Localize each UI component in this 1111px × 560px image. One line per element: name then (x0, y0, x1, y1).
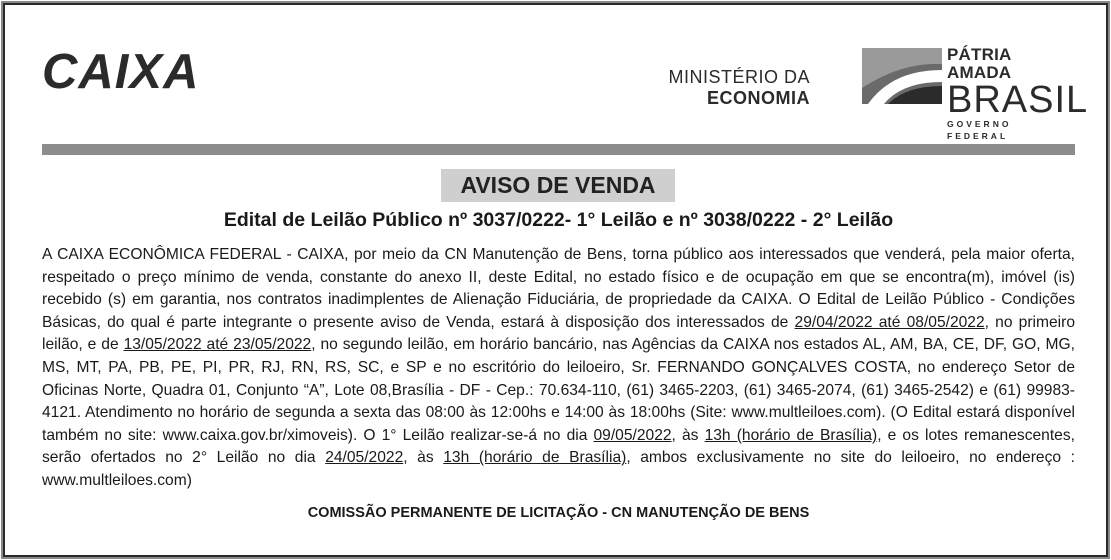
ministerio-line1: MINISTÉRIO DA (668, 67, 810, 87)
governo-federal-flag-icon (862, 48, 942, 104)
second-auction-date: 24/05/2022 (325, 449, 404, 467)
body-text-part7: , ambos exclusivamente no site do leiloeiro, no endereço : www.multleiloes.com) (42, 449, 1075, 489)
caixa-logo: CAIXA (42, 45, 200, 99)
notice-body (42, 244, 1075, 493)
patria-line3: GOVERNO FEDERAL (947, 119, 1012, 141)
body-text-part6: , às (403, 449, 444, 467)
body-text-part4: , às (671, 426, 705, 444)
second-auction-period: 13/05/2022 até 23/05/2022 (123, 336, 312, 354)
ministerio-line2: ECONOMIA (707, 88, 810, 108)
second-auction-time: 13h (horário de Brasília) (443, 449, 627, 467)
first-auction-period: 29/04/2022 até 08/05/2022 (794, 313, 985, 331)
notice-heading: AVISO DE VENDA (441, 169, 675, 202)
first-auction-time: 13h (horário de Brasília) (704, 426, 878, 444)
body-text-part2: , no primeiro leilão, e de (42, 313, 1076, 354)
body-text-part1: A CAIXA ECONÔMICA FEDERAL - CAIXA, por meio da CN Manutenção de Bens, torna público aos interessados que venderá, pela maior oferta, respeitado o preço mínimo de venda, constante do anexo II, deste Edital, no estado físico e de ocupação em que se encontra(m), imóvel (is) recebido (s) em garantia, nos contratos inadimplentes de Alienação Fiduciária, de propriedade da CAIXA. O Edital de Leilão Público - Condições Básicas, do qual é parte integrante o presente aviso de Venda, estará à disposição dos interessados de (42, 246, 1075, 331)
patria-line2: BRASIL (947, 79, 1089, 121)
patria-amada-brasil-logo (947, 45, 1089, 142)
body-text-part5: , e os lotes remanescentes, serão ofertados no 2° Leilão no dia (42, 426, 1075, 467)
notice-subtitle: Edital de Leilão Público nº 3037/0222- 1° Leilão e nº 3038/0222 - 2° Leilão (223, 209, 894, 231)
body-text-part3: , no segundo leilão, em horário bancário, nas Agências da CAIXA nos estados AL, AM, BA, CE, DF, GO, MG, MS, MT, PA, PB, PE, PI, PR, RJ, RN, RS, SC, e SP e no escritório do leiloeiro, Sr. FERNANDO GONÇALVES COSTA, no endereço Setor de Oficinas Norte, Quadra 01, Conjunto “A”, Lote 08,Brasília - DF - Cep.: 70.634-110, (61) 3465-2203, (61) 3465-2074, (61) 3465-2542) e (61) 99983-4121. Atendimento no horário de segunda a sexta das 08:00 às 12:00hs e 14:00 às 18:00hs (Site: www.multleiloes.com). (O Edital estará disponível também no site: www.caixa.gov.br/ximoveis). O 1° Leilão realizar-se-á no dia (42, 336, 1076, 444)
patria-line1: PÁTRIA AMADA (947, 45, 1012, 82)
ministerio-economia-logo (640, 66, 810, 108)
notice-footer: COMISSÃO PERMANENTE DE LICITAÇÃO - CN MANUTENÇÃO DE BENS (307, 505, 810, 521)
header-divider (42, 144, 1075, 155)
first-auction-date: 09/05/2022 (593, 426, 672, 444)
